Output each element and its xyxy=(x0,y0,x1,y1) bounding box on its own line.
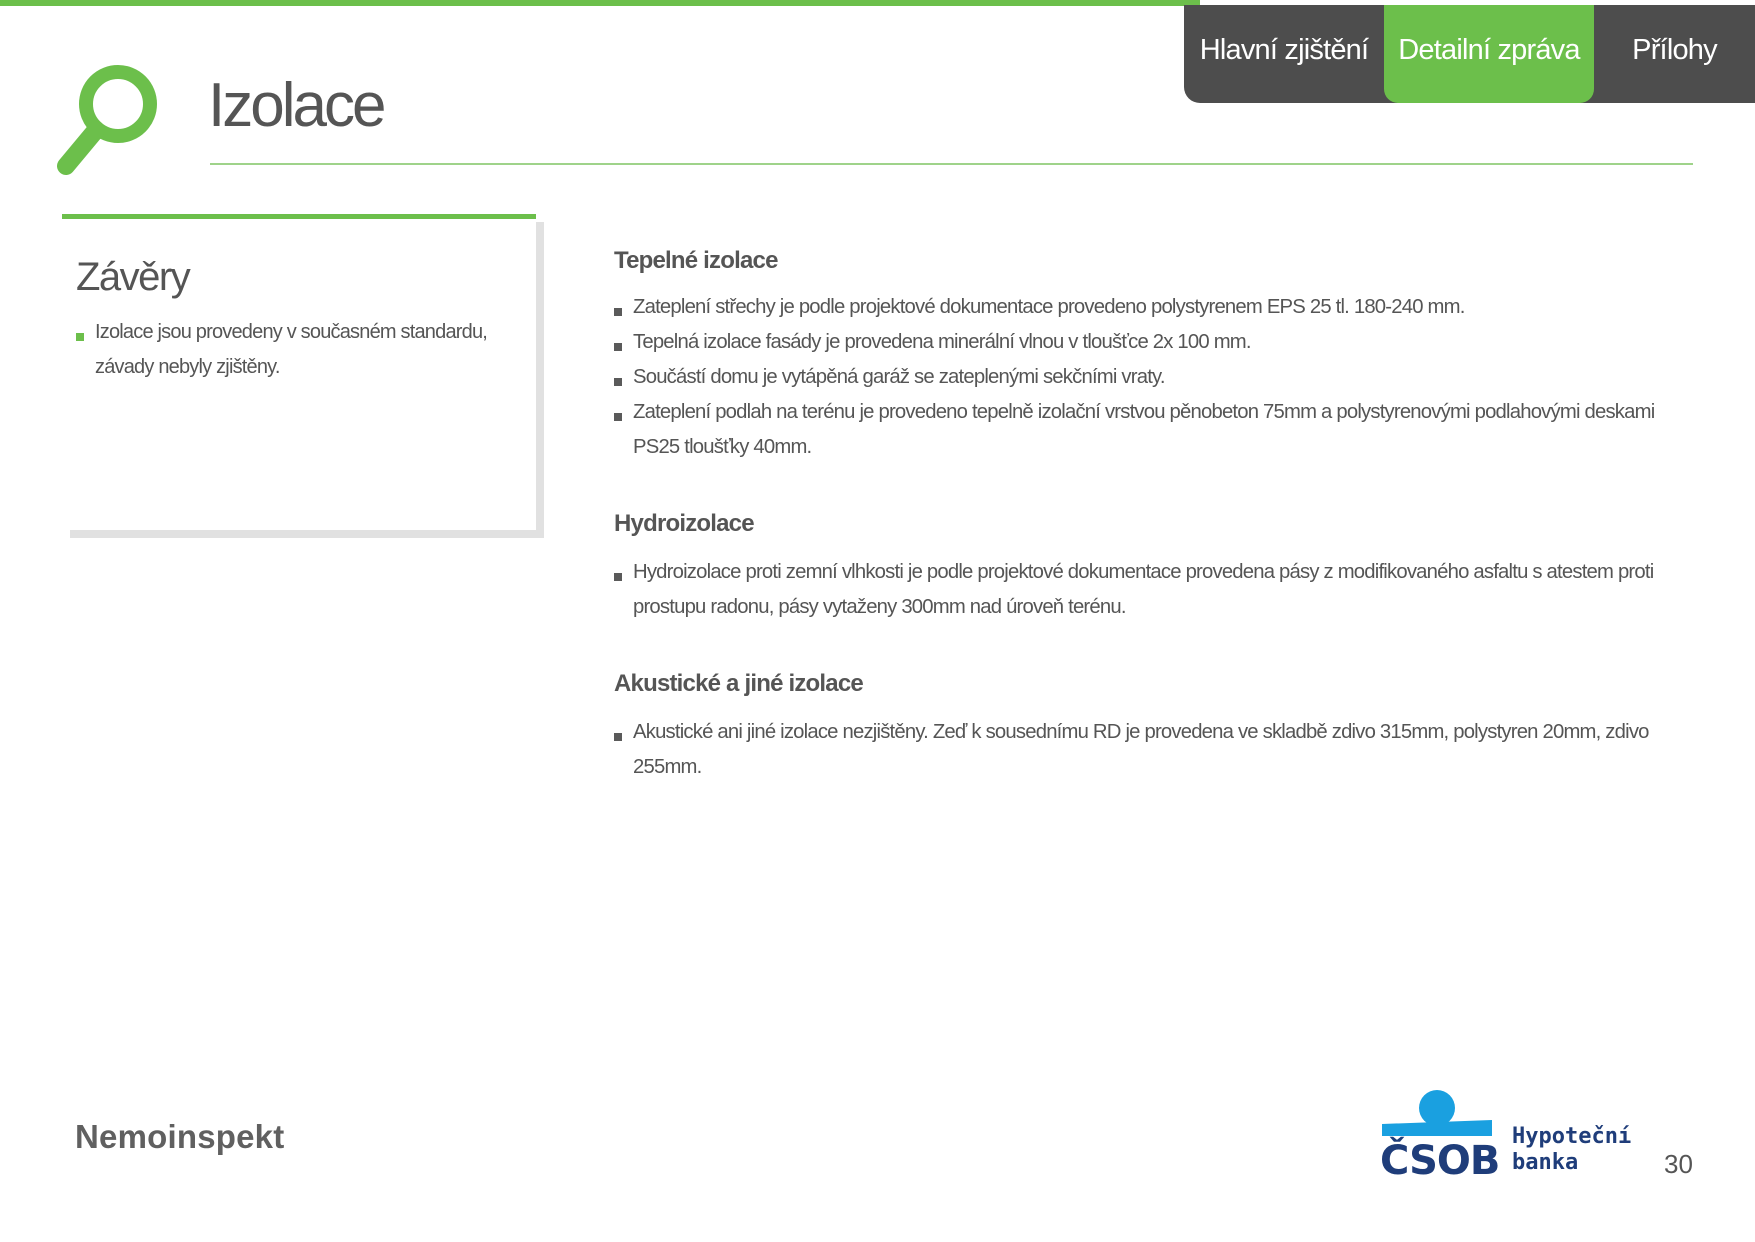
list-item xyxy=(614,395,1674,465)
page-number: 30 xyxy=(1664,1149,1693,1179)
bank-subtitle-line-1: Hypoteční xyxy=(1512,1124,1632,1149)
square-bullet-icon xyxy=(614,413,622,421)
square-bullet-icon xyxy=(614,378,622,386)
magnifier-icon xyxy=(56,56,186,186)
section-heading-hydro: Hydroizolace xyxy=(614,510,754,537)
tab-hlavni-zjisteni[interactable]: Hlavní zjištění xyxy=(1199,34,1369,66)
section-heading-acoustic: Akustické a jiné izolace xyxy=(614,670,863,697)
list-item xyxy=(614,325,1674,360)
square-bullet-icon xyxy=(614,343,622,351)
item-text: Součástí domu je vytápěná garáž se zateplenými sekčními vraty. xyxy=(633,366,1165,388)
square-bullet-icon xyxy=(614,733,622,741)
list-item xyxy=(614,715,1674,785)
list-item xyxy=(614,555,1674,625)
top-accent-line xyxy=(0,0,1200,6)
bank-subtitle xyxy=(1512,1124,1631,1176)
detail-content xyxy=(614,244,1674,785)
conclusions-list xyxy=(76,315,516,385)
conclusions-title: Závěry xyxy=(76,255,190,299)
item-text: Zateplení podlah na terénu je provedeno tepelně izolační vrstvou pěnobeton 75mm a polystyrenovými podlahovými deskami PS25 tloušťky 40mm. xyxy=(633,401,1655,458)
square-bullet-icon xyxy=(614,308,622,316)
conclusion-text: Izolace jsou provedeny v současném standardu, závady nebyly zjištěny. xyxy=(95,321,488,378)
list-item xyxy=(614,360,1674,395)
bank-logo-text: ČSOB xyxy=(1380,1138,1500,1180)
conclusions-box xyxy=(62,214,536,530)
bank-subtitle-line-2: banka xyxy=(1512,1150,1579,1175)
square-bullet-icon xyxy=(76,333,84,341)
tab-prilohy[interactable]: Přílohy xyxy=(1632,34,1717,66)
section-heading-thermal: Tepelné izolace xyxy=(614,247,778,274)
nemoinspekt-logo xyxy=(75,1118,284,1156)
square-bullet-icon xyxy=(614,573,622,581)
thermal-list xyxy=(614,290,1674,465)
list-item xyxy=(614,290,1674,325)
section-tabs xyxy=(1184,5,1755,103)
company-logo-text: Nemoinspekt xyxy=(75,1118,285,1155)
page-title: Izolace xyxy=(208,71,384,140)
hydro-list xyxy=(614,555,1674,625)
list-item xyxy=(76,315,516,385)
tab-detailni-zprava[interactable]: Detailní zpráva xyxy=(1384,5,1594,103)
acoustic-list xyxy=(614,715,1674,785)
title-divider xyxy=(210,163,1693,165)
item-text: Akustické ani jiné izolace nezjištěny. Zeď k sousednímu RD je provedena ve skladbě zdivo 315mm, polystyren 20mm, zdivo 255mm. xyxy=(633,721,1649,778)
item-text: Hydroizolace proti zemní vlhkosti je podle projektové dokumentace provedena pásy z modifikovaného asfaltu s atestem proti prostupu radonu, pásy vytaženy 300mm nad úroveň terénu. xyxy=(633,561,1654,618)
item-text: Zateplení střechy je podle projektové dokumentace provedeno polystyrenem EPS 25 tl. 180-240 mm. xyxy=(633,296,1465,318)
item-text: Tepelná izolace fasády je provedena minerální vlnou v tloušťce 2x 100 mm. xyxy=(633,331,1251,353)
